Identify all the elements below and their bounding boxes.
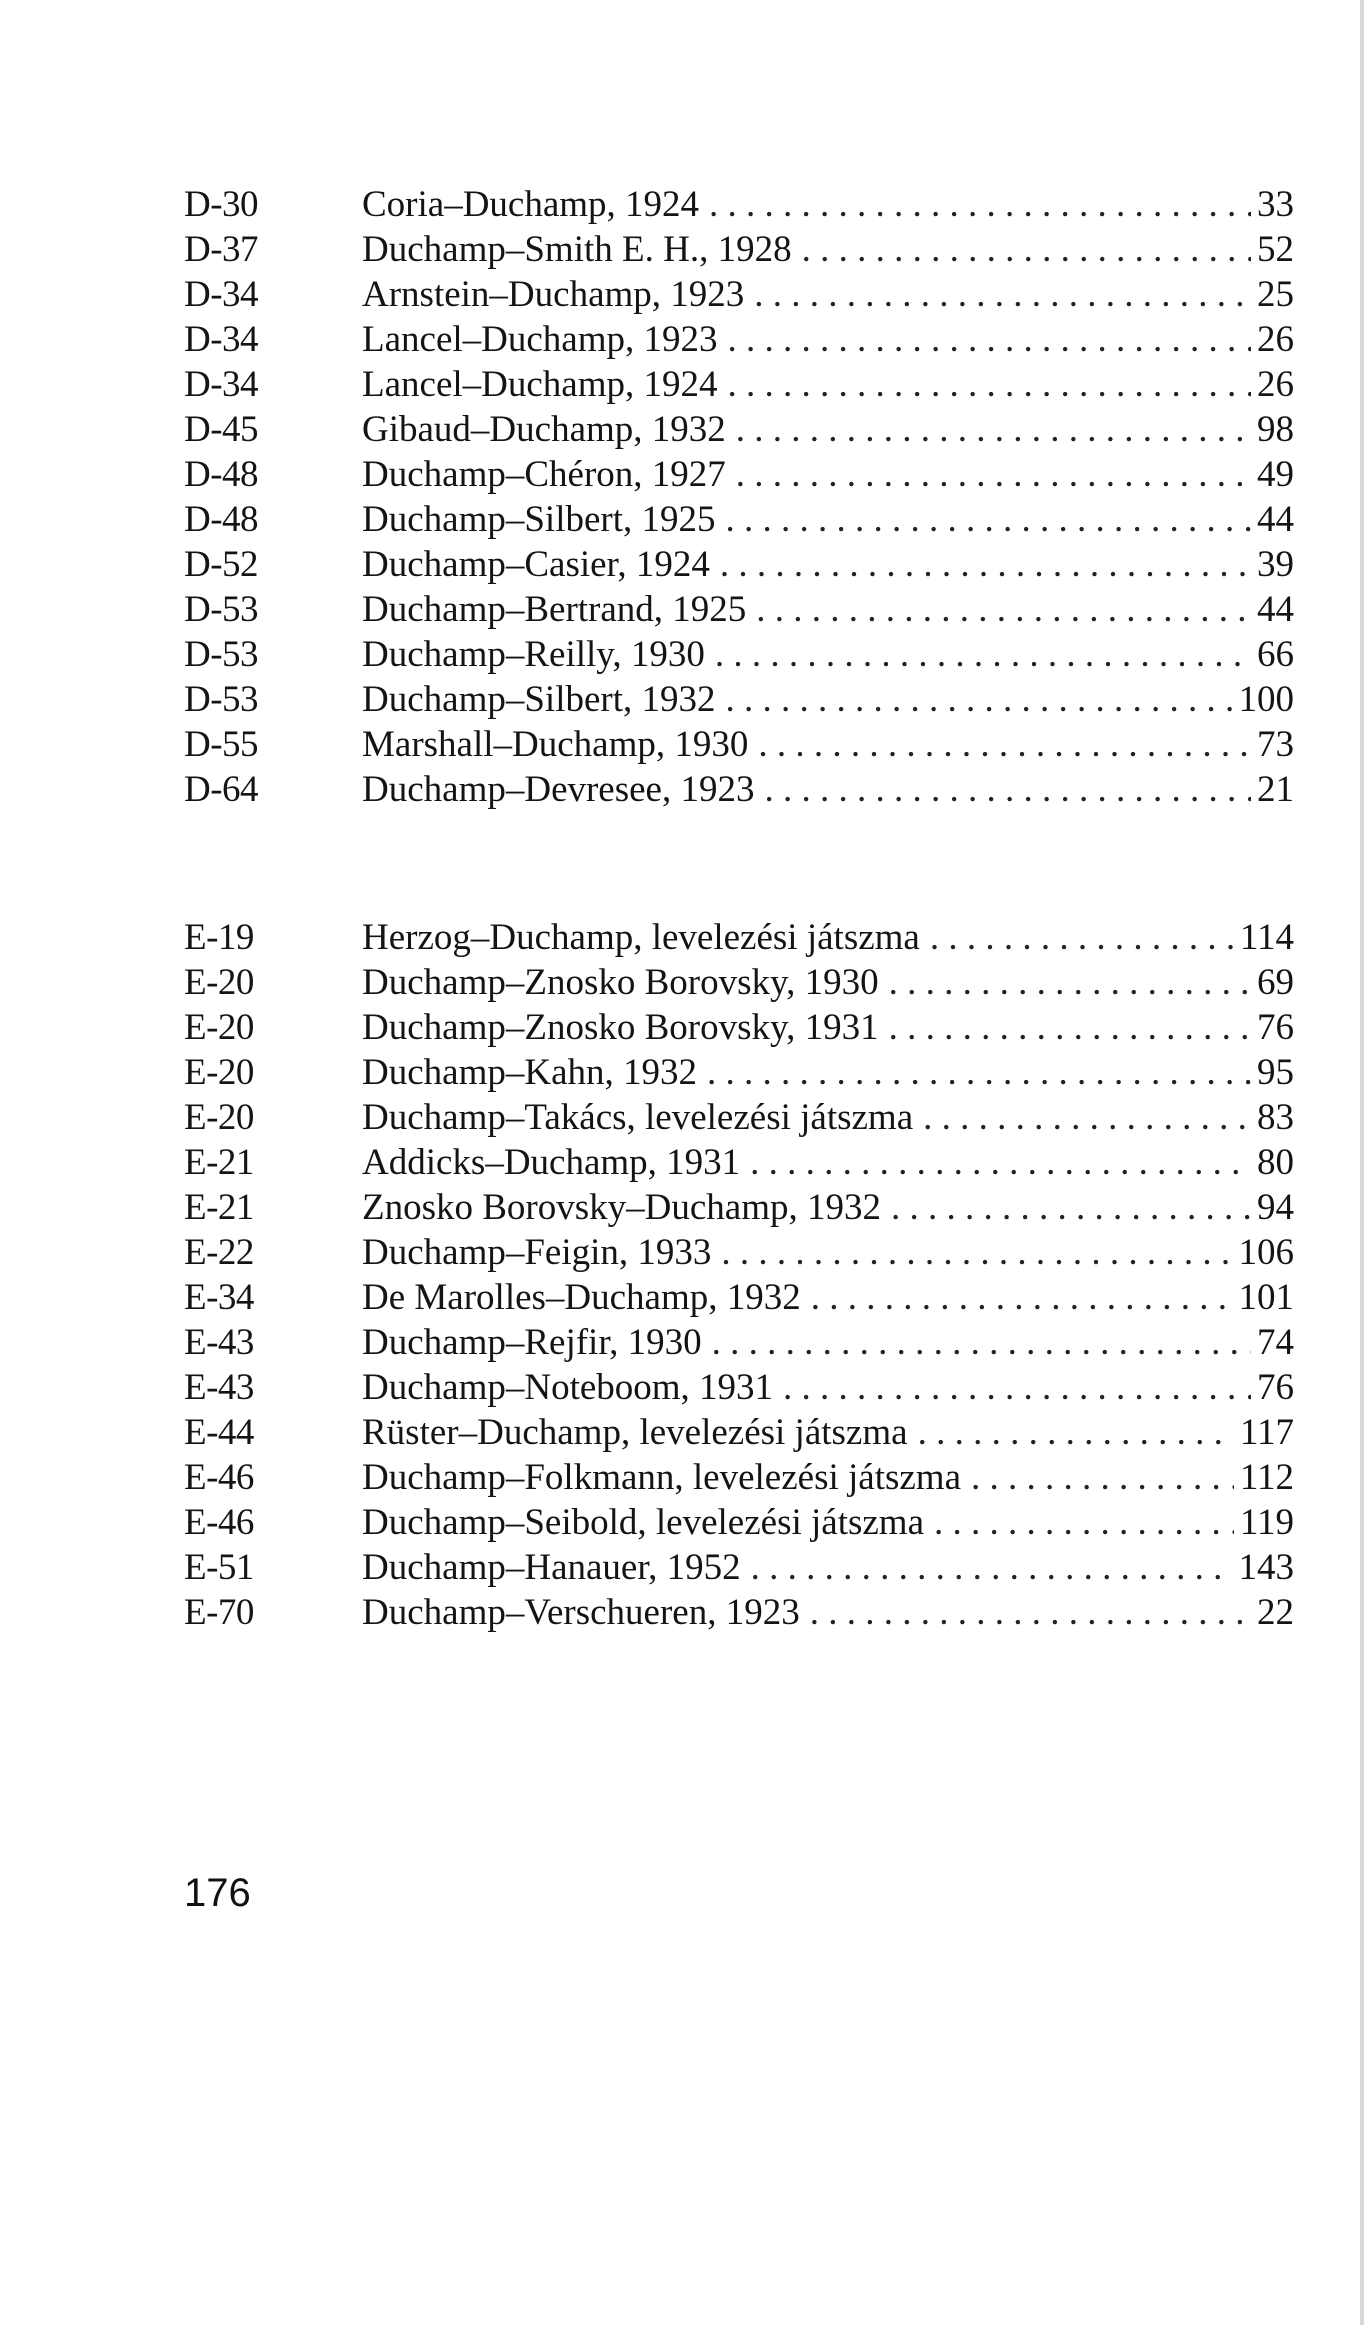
opening-code: D-52 xyxy=(184,544,259,585)
index-entry xyxy=(184,272,1294,317)
dot-leader xyxy=(726,497,1251,542)
dot-leader xyxy=(891,1185,1251,1230)
game-entry xyxy=(362,960,1294,1005)
page-reference: 69 xyxy=(1257,962,1294,1003)
page-reference: 33 xyxy=(1257,184,1294,225)
game-entry xyxy=(362,677,1294,722)
dot-leader xyxy=(736,452,1251,497)
index-entry xyxy=(184,1005,1294,1050)
game-title: Arnstein–Duchamp, 1923 xyxy=(362,274,745,315)
dot-leader xyxy=(756,587,1251,632)
page-reference: 52 xyxy=(1257,229,1294,270)
game-entry xyxy=(362,317,1294,362)
page-reference: 101 xyxy=(1238,1277,1294,1318)
game-entry xyxy=(362,1545,1294,1590)
index-entry xyxy=(184,1320,1294,1365)
page-reference: 74 xyxy=(1257,1322,1294,1363)
index-entry xyxy=(184,407,1294,452)
index-entry xyxy=(184,362,1294,407)
game-entry xyxy=(362,1230,1294,1275)
page-reference: 100 xyxy=(1238,679,1294,720)
game-entry xyxy=(362,767,1294,812)
dot-leader xyxy=(971,1455,1234,1500)
opening-code: E-20 xyxy=(184,1052,254,1093)
game-title: Duchamp–Rejfir, 1930 xyxy=(362,1322,702,1363)
opening-code: D-53 xyxy=(184,634,259,675)
index-entry xyxy=(184,1140,1294,1185)
game-title: Lancel–Duchamp, 1924 xyxy=(362,364,718,405)
opening-code: D-48 xyxy=(184,454,259,495)
dot-leader xyxy=(751,1545,1233,1590)
dot-leader xyxy=(712,1320,1251,1365)
dot-leader xyxy=(758,722,1251,767)
game-entry xyxy=(362,1455,1294,1500)
dot-leader xyxy=(709,182,1251,227)
page-reference: 73 xyxy=(1257,724,1294,765)
dot-leader xyxy=(923,1095,1251,1140)
opening-code: E-46 xyxy=(184,1457,254,1498)
game-entry xyxy=(362,1185,1294,1230)
game-title: Duchamp–Verschueren, 1923 xyxy=(362,1592,800,1633)
index-entry xyxy=(184,587,1294,632)
index-entry xyxy=(184,1230,1294,1275)
page-reference: 49 xyxy=(1257,454,1294,495)
opening-code: E-20 xyxy=(184,1007,254,1048)
game-title: Duchamp–Feigin, 1933 xyxy=(362,1232,712,1273)
opening-code: D-37 xyxy=(184,229,259,270)
game-title: Marshall–Duchamp, 1930 xyxy=(362,724,749,765)
game-entry xyxy=(362,915,1294,960)
page-reference: 25 xyxy=(1257,274,1294,315)
dot-leader xyxy=(918,1410,1234,1455)
page-reference: 44 xyxy=(1257,499,1294,540)
game-entry xyxy=(362,587,1294,632)
game-title: Duchamp–Reilly, 1930 xyxy=(362,634,705,675)
opening-code: E-43 xyxy=(184,1367,254,1408)
dot-leader xyxy=(754,272,1251,317)
opening-code: E-22 xyxy=(184,1232,254,1273)
index-entry xyxy=(184,1500,1294,1545)
game-entry xyxy=(362,362,1294,407)
index-entry xyxy=(184,1455,1294,1500)
page-reference: 76 xyxy=(1257,1007,1294,1048)
page-edge-shadow xyxy=(1360,0,1364,2325)
opening-code: E-43 xyxy=(184,1322,254,1363)
dot-leader xyxy=(889,1005,1251,1050)
game-title: Duchamp–Noteboom, 1931 xyxy=(362,1367,774,1408)
page-reference: 106 xyxy=(1238,1232,1294,1273)
index-entry xyxy=(184,317,1294,362)
index-entry xyxy=(184,542,1294,587)
page-number: 176 xyxy=(184,1871,251,1915)
opening-code: E-21 xyxy=(184,1187,254,1228)
index-entry xyxy=(184,1545,1294,1590)
page-reference: 44 xyxy=(1257,589,1294,630)
dot-leader xyxy=(934,1500,1234,1545)
index-entry xyxy=(184,722,1294,767)
game-title: Duchamp–Devresee, 1923 xyxy=(362,769,755,810)
opening-code: E-70 xyxy=(184,1592,254,1633)
index-section-d xyxy=(184,182,1294,812)
game-entry xyxy=(362,542,1294,587)
game-entry xyxy=(362,452,1294,497)
opening-code: D-48 xyxy=(184,499,259,540)
index-entry xyxy=(184,497,1294,542)
index-entry xyxy=(184,767,1294,812)
game-entry xyxy=(362,1005,1294,1050)
dot-leader xyxy=(802,227,1251,272)
game-entry xyxy=(362,182,1294,227)
page-reference: 76 xyxy=(1257,1367,1294,1408)
game-entry xyxy=(362,722,1294,767)
game-title: Duchamp–Silbert, 1925 xyxy=(362,499,716,540)
game-entry xyxy=(362,1365,1294,1410)
index-entry xyxy=(184,1095,1294,1140)
opening-code: E-44 xyxy=(184,1412,254,1453)
page-reference: 80 xyxy=(1257,1142,1294,1183)
opening-code: D-34 xyxy=(184,274,259,315)
dot-leader xyxy=(728,362,1252,407)
dot-leader xyxy=(715,632,1251,677)
opening-code: D-34 xyxy=(184,319,259,360)
game-entry xyxy=(362,1410,1294,1455)
page-reference: 117 xyxy=(1239,1412,1294,1453)
game-title: Lancel–Duchamp, 1923 xyxy=(362,319,718,360)
page-reference: 39 xyxy=(1257,544,1294,585)
game-entry xyxy=(362,227,1294,272)
game-title: Duchamp–Takács, levelezési játszma xyxy=(362,1097,914,1138)
opening-code: E-51 xyxy=(184,1547,254,1588)
dot-leader xyxy=(728,317,1252,362)
game-entry xyxy=(362,1320,1294,1365)
opening-code: E-19 xyxy=(184,917,254,958)
index-entry xyxy=(184,915,1294,960)
game-entry xyxy=(362,1140,1294,1185)
dot-leader xyxy=(736,407,1251,452)
page-reference: 22 xyxy=(1257,1592,1294,1633)
game-title: Duchamp–Bertrand, 1925 xyxy=(362,589,747,630)
page-reference: 94 xyxy=(1257,1187,1294,1228)
page-reference: 114 xyxy=(1239,917,1294,958)
opening-code: D-55 xyxy=(184,724,259,765)
index-section-e xyxy=(184,915,1294,1635)
index-entry xyxy=(184,1590,1294,1635)
index-entry xyxy=(184,452,1294,497)
game-title: Rüster–Duchamp, levelezési játszma xyxy=(362,1412,908,1453)
page-reference: 143 xyxy=(1238,1547,1294,1588)
dot-leader xyxy=(810,1590,1251,1635)
page-reference: 26 xyxy=(1257,319,1294,360)
dot-leader xyxy=(930,915,1234,960)
game-entry xyxy=(362,407,1294,452)
page-reference: 21 xyxy=(1257,769,1294,810)
page-reference: 26 xyxy=(1257,364,1294,405)
game-entry xyxy=(362,1275,1294,1320)
opening-code: D-53 xyxy=(184,679,259,720)
index-entry xyxy=(184,677,1294,722)
page-reference: 66 xyxy=(1257,634,1294,675)
index-entry xyxy=(184,1365,1294,1410)
index-entry xyxy=(184,960,1294,1005)
game-entry xyxy=(362,1050,1294,1095)
index-entry xyxy=(184,1185,1294,1230)
opening-code: D-64 xyxy=(184,769,259,810)
index-entry xyxy=(184,182,1294,227)
game-title: Duchamp–Casier, 1924 xyxy=(362,544,710,585)
game-title: Gibaud–Duchamp, 1932 xyxy=(362,409,726,450)
dot-leader xyxy=(889,960,1251,1005)
game-title: Addicks–Duchamp, 1931 xyxy=(362,1142,741,1183)
game-title: Duchamp–Kahn, 1932 xyxy=(362,1052,697,1093)
dot-leader xyxy=(783,1365,1251,1410)
opening-code: E-46 xyxy=(184,1502,254,1543)
dot-leader xyxy=(750,1140,1251,1185)
opening-code: D-30 xyxy=(184,184,259,225)
game-title: Duchamp–Silbert, 1932 xyxy=(362,679,716,720)
opening-code: D-53 xyxy=(184,589,259,630)
opening-code: E-20 xyxy=(184,962,254,1003)
index-entry xyxy=(184,227,1294,272)
game-title: Coria–Duchamp, 1924 xyxy=(362,184,700,225)
index-entry xyxy=(184,1275,1294,1320)
opening-code: D-45 xyxy=(184,409,259,450)
game-title: Duchamp–Znosko Borovsky, 1930 xyxy=(362,962,879,1003)
index-entry xyxy=(184,632,1294,677)
index-entry xyxy=(184,1050,1294,1095)
opening-code: E-21 xyxy=(184,1142,254,1183)
game-entry xyxy=(362,1500,1294,1545)
game-title: Duchamp–Folkmann, levelezési játszma xyxy=(362,1457,962,1498)
game-entry xyxy=(362,497,1294,542)
game-title: Znosko Borovsky–Duchamp, 1932 xyxy=(362,1187,881,1228)
game-entry xyxy=(362,632,1294,677)
game-title: Duchamp–Seibold, levelezési játszma xyxy=(362,1502,925,1543)
game-title: Duchamp–Hanauer, 1952 xyxy=(362,1547,741,1588)
game-title: Duchamp–Znosko Borovsky, 1931 xyxy=(362,1007,879,1048)
dot-leader xyxy=(811,1275,1233,1320)
opening-code: E-34 xyxy=(184,1277,254,1318)
dot-leader xyxy=(720,542,1251,587)
page-reference: 95 xyxy=(1257,1052,1294,1093)
dot-leader xyxy=(764,767,1251,812)
opening-code: D-34 xyxy=(184,364,259,405)
game-title: De Marolles–Duchamp, 1932 xyxy=(362,1277,801,1318)
opening-code: E-20 xyxy=(184,1097,254,1138)
page-reference: 112 xyxy=(1239,1457,1294,1498)
dot-leader xyxy=(707,1050,1251,1095)
game-entry xyxy=(362,1590,1294,1635)
page-reference: 98 xyxy=(1257,409,1294,450)
dot-leader xyxy=(721,1230,1232,1275)
game-title: Duchamp–Smith E. H., 1928 xyxy=(362,229,792,270)
game-entry xyxy=(362,1095,1294,1140)
page-reference: 83 xyxy=(1257,1097,1294,1138)
dot-leader xyxy=(726,677,1233,722)
game-title: Herzog–Duchamp, levelezési játszma xyxy=(362,917,920,958)
game-title: Duchamp–Chéron, 1927 xyxy=(362,454,726,495)
page-reference: 119 xyxy=(1239,1502,1294,1543)
game-entry xyxy=(362,272,1294,317)
index-entry xyxy=(184,1410,1294,1455)
